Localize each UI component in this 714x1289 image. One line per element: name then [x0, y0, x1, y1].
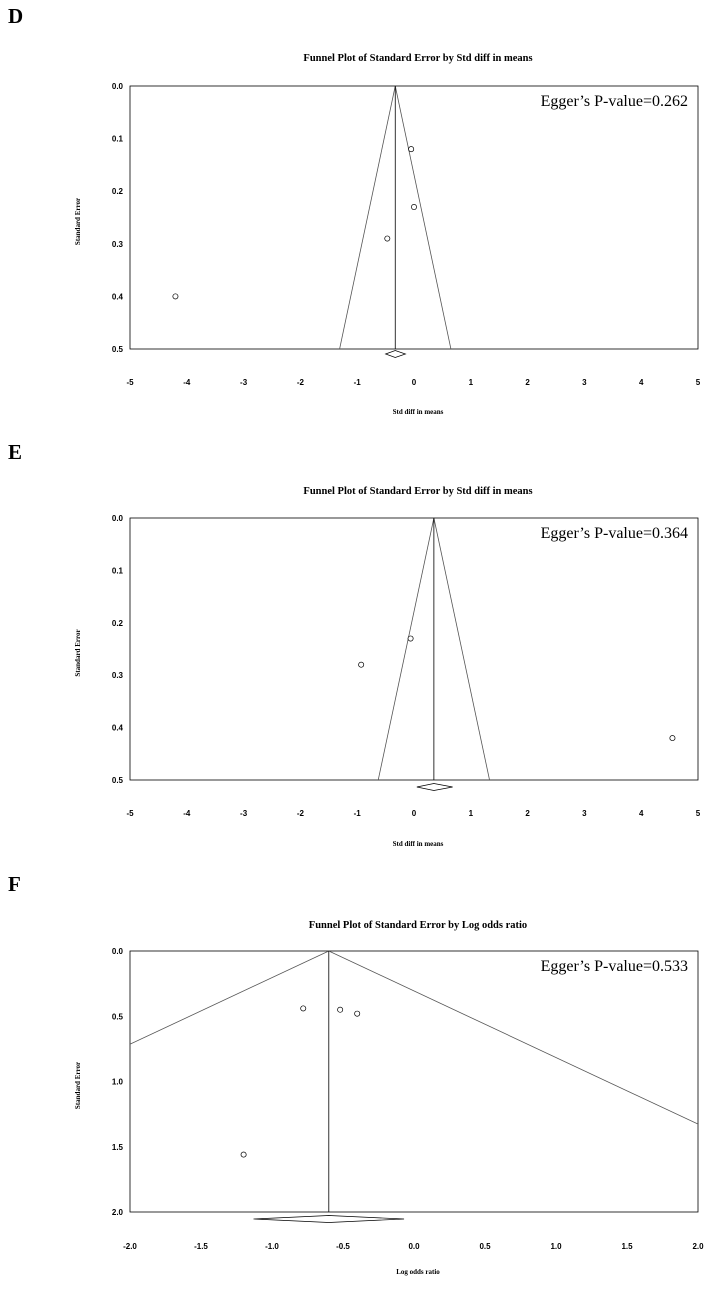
- egger-p-value: Egger’s P-value=0.364: [540, 525, 688, 542]
- x-tick-label: 2: [525, 809, 530, 818]
- x-tick-label: 0.5: [479, 1242, 491, 1251]
- study-point: [670, 735, 675, 740]
- x-tick-label: -4: [183, 378, 191, 387]
- y-tick-label: 0.3: [111, 671, 123, 681]
- funnel-group: [0, 951, 714, 1289]
- study-point: [409, 147, 414, 152]
- chart-title: Funnel Plot of Standard Error by Std diff in means: [303, 486, 533, 497]
- study-point: [241, 1152, 246, 1157]
- x-tick-label: 1: [468, 809, 474, 818]
- study-point: [359, 662, 364, 667]
- y-tick-label: 0.5: [111, 1012, 123, 1022]
- y-tick-label: 1.0: [111, 1077, 123, 1087]
- chart-title: Funnel Plot of Standard Error by Std diff in means: [303, 53, 533, 64]
- x-tick-label: 1: [468, 378, 474, 387]
- y-tick-label: 0.0: [111, 514, 123, 523]
- x-tick-label: 3: [582, 378, 587, 387]
- x-tick-label: 1.5: [621, 1242, 633, 1251]
- x-tick-label: -4: [183, 809, 191, 818]
- x-tick-label: 0: [411, 378, 417, 387]
- y-tick-label: 0.0: [111, 947, 123, 956]
- x-tick-label: 4: [638, 809, 644, 818]
- funnel-right-limit: [392, 86, 473, 454]
- panel-label-d: D: [8, 4, 24, 28]
- y-tick-label: 2.0: [111, 1208, 123, 1217]
- x-tick-label: -1: [353, 378, 361, 387]
- egger-p-value: Egger’s P-value=0.262: [540, 93, 688, 110]
- x-tick-label: 2: [525, 378, 530, 387]
- x-tick-label: -1.0: [265, 1242, 279, 1251]
- y-tick-label: 0.4: [111, 292, 123, 302]
- y-tick-label: 0.5: [111, 776, 123, 785]
- x-tick-label: -0.5: [336, 1242, 350, 1251]
- study-point: [385, 236, 390, 241]
- y-tick-label: 0.1: [111, 134, 123, 144]
- funnel-plot-f: [0, 860, 714, 1289]
- egger-p-value: Egger’s P-value=0.533: [540, 958, 688, 975]
- study-point: [355, 1011, 360, 1016]
- y-tick-label: 0.1: [111, 566, 123, 576]
- y-tick-label: 0.5: [111, 345, 123, 354]
- plot-frame: [130, 518, 698, 780]
- x-tick-label: 1.0: [550, 1242, 562, 1251]
- y-tick-label: 1.5: [111, 1142, 123, 1152]
- x-tick-label: -5: [126, 809, 134, 818]
- y-tick-label: 0.3: [111, 239, 123, 249]
- x-tick-label: 0.0: [408, 1242, 420, 1251]
- study-point: [338, 1007, 343, 1012]
- study-point: [411, 204, 416, 209]
- funnel-plot-e: [0, 430, 714, 860]
- x-axis-label: Log odds ratio: [396, 1268, 440, 1276]
- x-tick-label: -1: [353, 809, 361, 818]
- plot-frame: [130, 951, 698, 1212]
- x-tick-label: -3: [240, 809, 248, 818]
- x-tick-label: 5: [695, 378, 701, 387]
- chart-title: Funnel Plot of Standard Error by Log odds ratio: [308, 920, 528, 931]
- pooled-diamond: [254, 1216, 405, 1223]
- funnel-right-limit: [434, 518, 512, 885]
- funnel-left-limit: [353, 518, 434, 885]
- y-axis-label: Standard Error: [74, 1061, 82, 1110]
- study-point: [173, 294, 178, 299]
- y-tick-label: 0.0: [111, 82, 123, 91]
- study-point: [408, 636, 413, 641]
- x-axis-label: Std diff in means: [392, 840, 444, 848]
- x-tick-label: 3: [582, 809, 587, 818]
- funnel-left-limit: [317, 86, 395, 454]
- y-axis-label: Standard Error: [74, 197, 82, 246]
- panel-label-f: F: [8, 872, 21, 896]
- x-tick-label: 2.0: [692, 1242, 704, 1251]
- plot-frame: [130, 86, 698, 349]
- funnel-right-limit: [329, 951, 714, 1289]
- panel-label-e: E: [8, 440, 23, 464]
- x-tick-label: -1.5: [194, 1242, 208, 1251]
- x-tick-label: -2: [296, 809, 304, 818]
- x-tick-label: -2.0: [123, 1242, 137, 1251]
- x-tick-label: -2: [296, 378, 304, 387]
- x-tick-label: 5: [695, 809, 701, 818]
- x-tick-label: -3: [240, 378, 248, 387]
- funnel-plot-d: [0, 0, 714, 430]
- x-tick-label: 0: [411, 809, 417, 818]
- y-tick-label: 0.2: [111, 618, 123, 628]
- y-tick-label: 0.4: [111, 723, 123, 733]
- pooled-diamond: [386, 351, 406, 358]
- x-axis-label: Std diff in means: [392, 408, 444, 416]
- x-tick-label: 4: [638, 378, 644, 387]
- panel-e: [0, 430, 714, 860]
- panel-d: [0, 0, 714, 430]
- x-tick-label: -5: [126, 378, 134, 387]
- y-tick-label: 0.2: [111, 187, 123, 197]
- pooled-diamond: [417, 784, 453, 791]
- study-point: [301, 1006, 306, 1011]
- funnel-left-limit: [0, 951, 329, 1289]
- y-axis-label: Standard Error: [74, 629, 82, 677]
- panel-f: [0, 860, 714, 1289]
